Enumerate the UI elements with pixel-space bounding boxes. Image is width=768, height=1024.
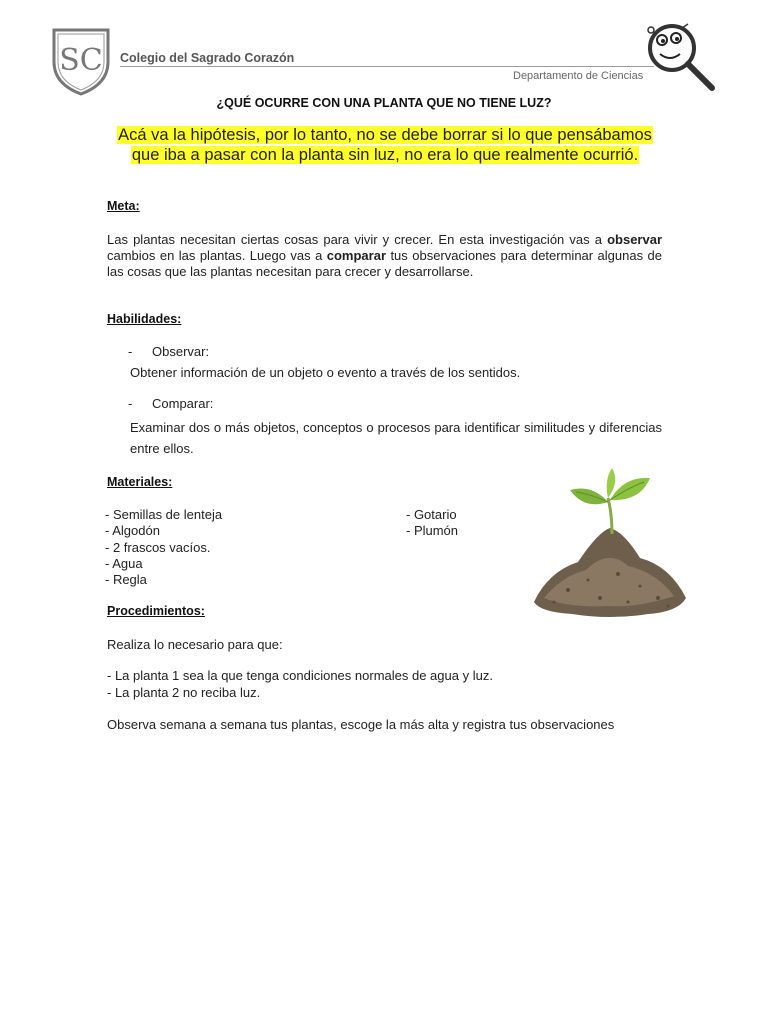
list-item: - Regla — [105, 572, 147, 588]
materials-list-column-2 — [406, 507, 458, 540]
list-item: - Algodón — [105, 523, 160, 539]
hypothesis-text — [105, 125, 665, 165]
materiales-heading: Materiales: — [107, 475, 173, 489]
list-item: - Plumón — [406, 523, 459, 539]
hypothesis-highlight: Acá va la hipótesis, por lo tanto, no se debe borrar si lo que pensábamos que iba a pasar con la planta sin luz, no era lo que realmente ocurrió. — [118, 126, 652, 164]
list-item: - 2 frascos vacíos. — [105, 539, 211, 555]
list-item: - Agua — [105, 555, 143, 571]
materials-list-column-1 — [105, 507, 222, 588]
procedure-observation: Observa semana a semana tus plantas, escoge la más alta y registra tus observaciones — [107, 717, 615, 732]
skill-observar-description: Obtener información de un objeto o evento a través de los sentidos. — [130, 365, 521, 380]
skill-comparar-description: Examinar dos o más objetos, conceptos o procesos para identificar similitudes y diferencias entre ellos. — [130, 420, 662, 456]
habilidades-heading: Habilidades: — [107, 312, 182, 326]
meta-paragraph: Las plantas necesitan ciertas cosas para vivir y crecer. En esta investigación vas a observar cambios en las plantas. Luego vas a comparar tus observaciones para determinar algunas de las cosas que las plantas necesitan para crecer y desarrollarse. — [107, 232, 662, 279]
list-item: - La planta 1 sea la que tenga condiciones normales de agua y luz. — [107, 668, 493, 683]
document-title: ¿QUÉ OCURRE CON UNA PLANTA QUE NO TIENE LUZ? — [216, 96, 552, 110]
header-divider — [120, 66, 654, 67]
observar-keyword: observar — [607, 232, 662, 247]
procedure-intro: Realiza lo necesario para que: — [107, 637, 283, 652]
comparar-keyword: comparar — [326, 248, 386, 263]
skill-observar-label: - Observar: — [128, 344, 210, 359]
plant-in-soil-image — [528, 462, 692, 620]
skill-comparar-label: - Comparar: — [128, 396, 214, 411]
svg-text:SC: SC — [59, 43, 103, 78]
department-name: Departamento de Ciencias — [513, 70, 644, 82]
procedimientos-heading: Procedimientos: — [107, 604, 205, 618]
meta-heading: Meta: — [107, 199, 140, 213]
list-item: - Gotario — [406, 507, 457, 522]
procedure-list — [107, 668, 493, 701]
list-item: - Semillas de lenteja — [105, 507, 223, 522]
school-crest-icon — [50, 26, 112, 96]
school-name: Colegio del Sagrado Corazón — [120, 51, 295, 65]
list-item: - La planta 2 no reciba luz. — [107, 684, 261, 700]
magnifying-glass-mascot-icon — [636, 14, 718, 94]
